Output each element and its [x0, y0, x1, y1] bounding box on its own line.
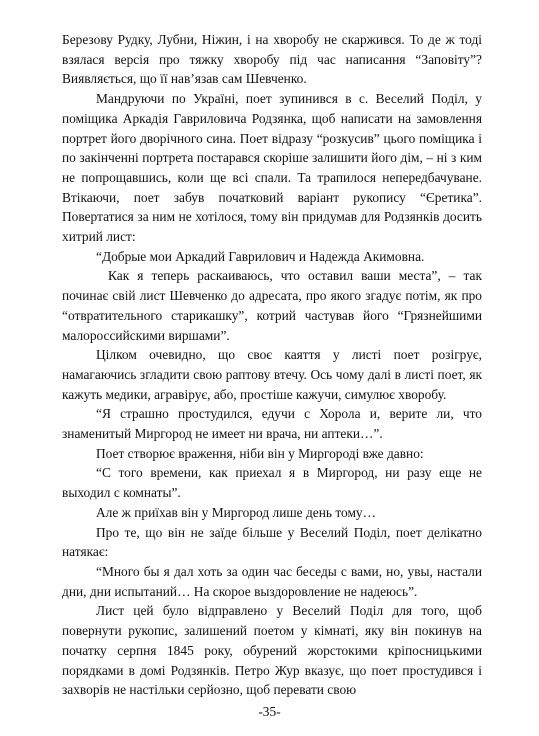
- paragraph-6: Але ж приїхав він у Миргород лише день тому…: [96, 504, 377, 520]
- paragraph-5: Поет створює враження, ніби він у Миргороді вже давно:: [96, 445, 424, 461]
- paragraph-2: Мандруючи по Україні, поет зупинився в с. Веселий Поділ, у поміщика Аркадія Гавриловича Родзянка, щоб написати на замовлення портрет його дворічного сина. Поет відразу “розкусив” цього поміщика і по закінченні портрета постарався скоріше залишити його дім, – ні з ким не попрощавшись, коли ще всі спали. Та трапилося непередбачуване. Втікаючи, поет забув початковий варіант рукопису “Єретика”. Повертатися за ним не хотілося, тому він придумав для Родзянків досить хитрий лист:: [62, 91, 482, 245]
- quote-conversation: “Много бы я дал хоть за один час беседы с вами, но, увы, настали дни, дни испытаний… На скорое выздоровление не надеюсь”.: [62, 563, 482, 599]
- quote-illness: “Я страшно простудился, едучи с Хорола и, верите ли, что знаменитый Миргород не имеет ни врача, ни аптеки…”.: [62, 406, 482, 442]
- paragraph-1: Березову Рудку, Лубни, Ніжин, і на хворобу не скаржився. То де ж тоді взялася версія про тяжку хворобу під час написання “Заповіту”? Виявляється, що її навʼязав сам Шевченко.: [62, 32, 482, 87]
- paragraph-8: Лист цей було відправлено у Веселий Поділ для того, щоб повернути рукопис, залишений поетом у кімнаті, яку він покинув на початку серпня 1845 року, обурений жорстокими кріпосницькими порядками в домі Родзянків. Петро Жур вказує, що поет простудився і захворів не настільки серйозно, щоб перевати свою: [62, 603, 482, 698]
- paragraph-7: Про те, що він не заїде більше у Веселий Поділ, поет делікатно натякає:: [62, 524, 482, 560]
- paragraph-3: Как я теперь раскаиваюсь, что оставил ваши места”, – так починає свій лист Шевченко до адресата, про якого згадує потім, як про “отвратительного старикашку”, котрий частував його “Грязнейшими малороссийскими виршами”.: [62, 268, 482, 343]
- quote-greeting: “Добрые мои Аркадий Гаврилович и Надежда Акимовна.: [96, 248, 425, 264]
- paragraph-4: Цілком очевидно, що своє каяття у листі поет розігрує, намагаючись згладити свою раптову втечу. Ось чому далі в листі поет, як кажуть медики, агравірує, або, простіше кажучи, симулює хворобу.: [62, 347, 482, 402]
- quote-room: “С того времени, как приехал я в Миргород, ни разу еще не выходил с комнаты”.: [62, 465, 482, 501]
- page-number: -35-: [258, 704, 281, 719]
- page-body: [62, 30, 482, 700]
